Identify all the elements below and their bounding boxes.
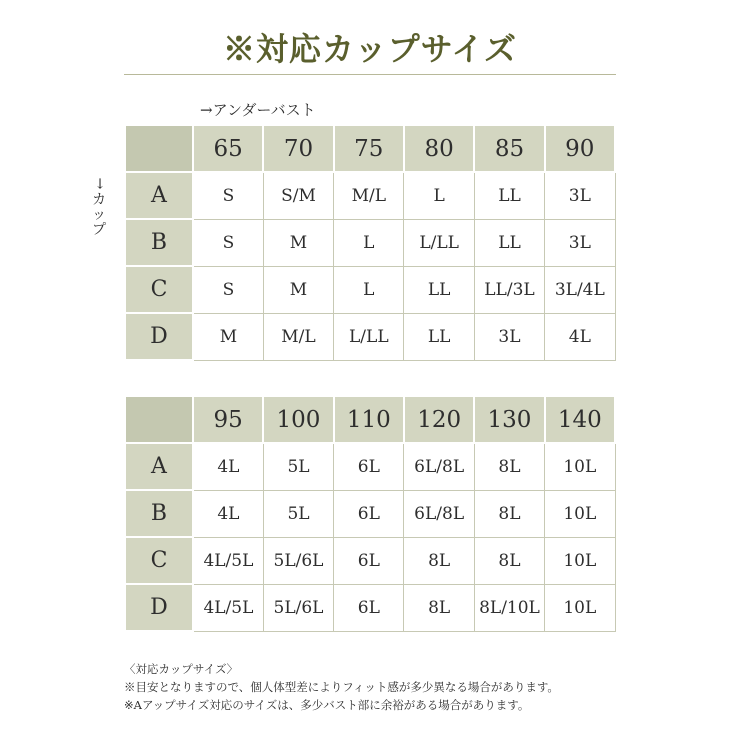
header-row	[125, 396, 615, 443]
table-row	[125, 313, 615, 360]
size-cell: 6L	[334, 584, 404, 631]
size-cell: S/M	[263, 172, 333, 219]
table-row	[125, 172, 615, 219]
size-cell: LL	[404, 313, 474, 360]
size-cell: M/L	[263, 313, 333, 360]
cup-label-char: カ	[92, 192, 106, 208]
under-bust-header: 75	[334, 125, 404, 172]
size-cell: 3L	[474, 313, 544, 360]
under-bust-header: 140	[545, 396, 615, 443]
notes-heading: 〈対応カップサイズ〉	[124, 662, 238, 676]
size-cell: 5L	[263, 490, 333, 537]
table-row	[125, 490, 615, 537]
size-cell: S	[193, 266, 263, 313]
cup-label-char: ッ	[92, 207, 106, 223]
table-row	[125, 266, 615, 313]
cup-label-char: プ	[92, 222, 106, 238]
size-cell: 5L/6L	[263, 584, 333, 631]
size-cell: 10L	[545, 490, 615, 537]
size-cell: 3L	[545, 172, 615, 219]
note-line: ※Aアップサイズ対応のサイズは、多少バスト部に余裕がある場合があります。	[124, 698, 530, 712]
size-cell: 3L/4L	[545, 266, 615, 313]
size-cell: 4L/5L	[193, 537, 263, 584]
under-bust-header: 80	[404, 125, 474, 172]
cup-header: D	[125, 584, 193, 631]
size-cell: LL	[404, 266, 474, 313]
size-cell: 8L	[404, 537, 474, 584]
size-cell: 10L	[545, 584, 615, 631]
under-bust-header: 65	[193, 125, 263, 172]
page-title: ※対応カップサイズ	[222, 30, 518, 68]
cup-header: B	[125, 490, 193, 537]
size-cell: M	[193, 313, 263, 360]
size-cell: LL	[474, 172, 544, 219]
table-row	[125, 584, 615, 631]
size-cell: S	[193, 172, 263, 219]
under-bust-header: 130	[474, 396, 544, 443]
cup-header: C	[125, 537, 193, 584]
table-row	[125, 219, 615, 266]
under-bust-header: 90	[545, 125, 615, 172]
size-cell: 4L	[545, 313, 615, 360]
cup-axis-label	[86, 176, 112, 238]
size-cell: L/LL	[334, 313, 404, 360]
size-cell: 5L	[263, 443, 333, 490]
table-row	[125, 537, 615, 584]
size-cell: 5L/6L	[263, 537, 333, 584]
cup-header: D	[125, 313, 193, 360]
size-cell: 3L	[545, 219, 615, 266]
size-cell: 4L	[193, 443, 263, 490]
cup-header: A	[125, 443, 193, 490]
down-arrow-icon: →	[91, 177, 108, 190]
size-cell: L	[404, 172, 474, 219]
corner-cell	[125, 125, 193, 172]
under-bust-label: →アンダーバスト	[200, 101, 316, 119]
size-cell: LL/3L	[474, 266, 544, 313]
size-cell: 6L	[334, 443, 404, 490]
size-cell: 6L	[334, 537, 404, 584]
size-cell: 8L	[404, 584, 474, 631]
size-cell: 6L	[334, 490, 404, 537]
cup-header: B	[125, 219, 193, 266]
size-cell: M	[263, 219, 333, 266]
size-cell: 8L	[474, 537, 544, 584]
under-bust-header: 100	[263, 396, 333, 443]
size-cell: 10L	[545, 537, 615, 584]
size-cell: S	[193, 219, 263, 266]
size-cell: L/LL	[404, 219, 474, 266]
size-cell: 8L	[474, 443, 544, 490]
size-cell: M/L	[334, 172, 404, 219]
size-table-1	[124, 124, 616, 361]
size-cell: 4L/5L	[193, 584, 263, 631]
size-cell: M	[263, 266, 333, 313]
corner-cell	[125, 396, 193, 443]
size-cell: 4L	[193, 490, 263, 537]
under-bust-header: 110	[334, 396, 404, 443]
header-row	[125, 125, 615, 172]
size-cell: L	[334, 219, 404, 266]
size-cell: 6L/8L	[404, 443, 474, 490]
notes	[124, 660, 684, 714]
under-bust-header: 70	[263, 125, 333, 172]
under-bust-header: 120	[404, 396, 474, 443]
cup-header: A	[125, 172, 193, 219]
size-table-2	[124, 395, 616, 632]
size-cell: 6L/8L	[404, 490, 474, 537]
under-bust-header: 85	[474, 125, 544, 172]
size-cell: 8L/10L	[474, 584, 544, 631]
under-bust-header: 95	[193, 396, 263, 443]
title-divider	[124, 74, 616, 75]
cup-header: C	[125, 266, 193, 313]
size-cell: 8L	[474, 490, 544, 537]
table-row	[125, 443, 615, 490]
size-cell: 10L	[545, 443, 615, 490]
size-cell: LL	[474, 219, 544, 266]
note-line: ※目安となりますので、個人体型差によりフィット感が多少異なる場合があります。	[124, 680, 559, 694]
size-cell: L	[334, 266, 404, 313]
